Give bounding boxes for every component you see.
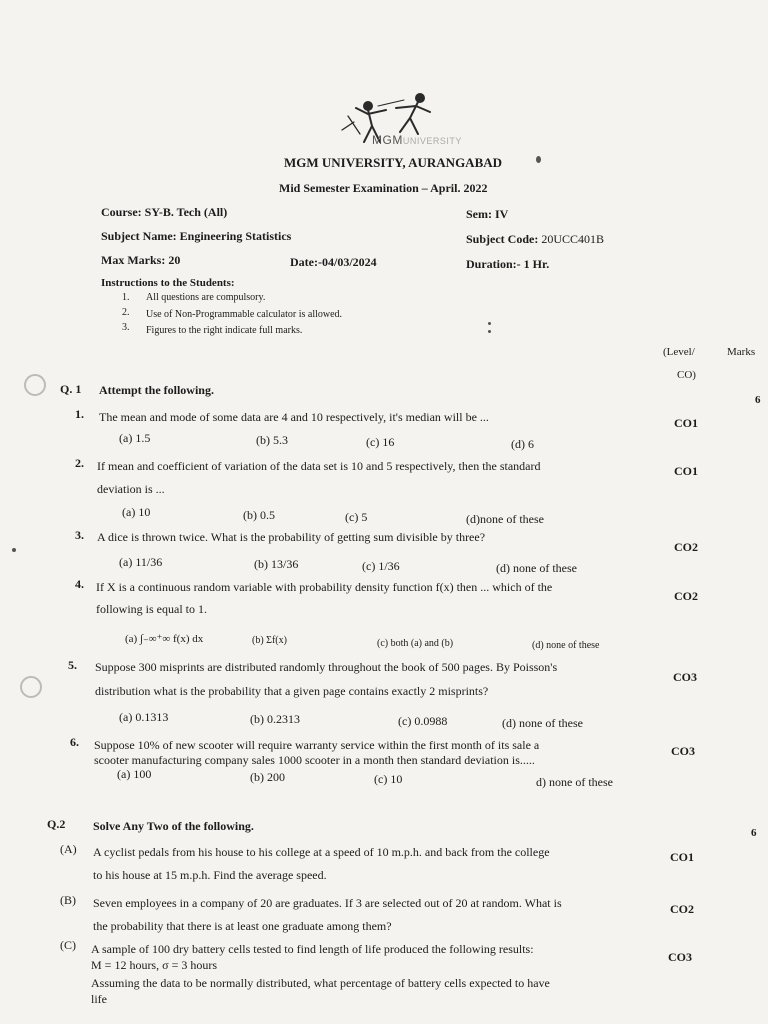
co-label: CO1 — [674, 464, 698, 478]
scan-mark — [536, 156, 541, 163]
co-label: CO3 — [668, 950, 692, 964]
option-b: (b) Σf(x) — [252, 635, 287, 646]
co-label: CO3 — [671, 744, 695, 758]
q1-title: Attempt the following. — [99, 383, 214, 397]
option-d: d) none of these — [536, 775, 613, 789]
question-text: Suppose 300 misprints are distributed randomly throughout the book of 500 pages. By Poisson's — [95, 660, 558, 674]
subquestion-label: (A) — [60, 842, 77, 856]
option-c: (c) 5 — [345, 510, 368, 524]
option-d: (d) 6 — [511, 437, 534, 451]
option-a: (a) 11/36 — [119, 555, 163, 569]
option-b: (b) 0.2313 — [250, 712, 300, 726]
option-c: (c) 0.0988 — [398, 714, 448, 728]
subquestion-text: A cyclist pedals from his house to his college at a speed of 10 m.p.h. and back from the college — [93, 845, 550, 859]
q2-title: Solve Any Two of the following. — [93, 819, 254, 833]
instruction-num: 1. — [122, 292, 130, 303]
logo-wordmark — [372, 133, 462, 147]
punch-hole — [24, 374, 46, 396]
logo-brand: MGM — [372, 133, 403, 147]
subquestion-text: Seven employees in a company of 20 are graduates. If 3 are selected out of 20 at random. What is — [93, 896, 562, 910]
subquestion-text-cont: Assuming the data to be normally distributed, what percentage of battery cells expected to have — [91, 976, 550, 990]
option-d: (d) none of these — [496, 561, 577, 575]
co-label: CO1 — [674, 416, 698, 430]
question-text: If mean and coefficient of variation of the data set is 10 and 5 respectively, then the standard — [97, 459, 541, 473]
co-label: CO2 — [670, 902, 694, 916]
level-co-header-cont: CO) — [677, 369, 696, 381]
option-a: (a) 100 — [117, 767, 152, 781]
question-text-cont: scooter manufacturing company sales 1000 scooter in a month then standard deviation is..... — [94, 753, 535, 767]
q2-marks: 6 — [751, 827, 757, 839]
option-a: (a) 10 — [122, 505, 151, 519]
instruction-num: 3. — [122, 322, 130, 333]
subquestion-text-cont: life — [91, 992, 107, 1006]
question-number: 5. — [68, 658, 77, 672]
marks-header: Marks — [727, 346, 756, 358]
question-text-cont: distribution what is the probability that a given page contains exactly 2 misprints? — [95, 684, 489, 698]
scan-mark — [12, 548, 16, 552]
subquestion-text: A sample of 100 dry battery cells tested to find length of life produced the following results: — [91, 942, 534, 956]
subject-code — [466, 232, 604, 247]
option-c: (c) both (a) and (b) — [377, 638, 454, 649]
co-label: CO2 — [674, 540, 698, 554]
option-d: (d) none of these — [502, 716, 583, 730]
option-a: (a) ∫₋∞⁺∞ f(x) dx — [125, 633, 204, 645]
option-c: (c) 10 — [374, 772, 403, 786]
option-d: (d)none of these — [466, 512, 544, 526]
exam-duration: Duration:- 1 Hr. — [466, 257, 550, 271]
question-number: 2. — [75, 456, 84, 470]
question-text: Suppose 10% of new scooter will require warranty service within the first month of its sale a — [94, 738, 540, 752]
option-a: (a) 1.5 — [119, 431, 151, 445]
scan-mark — [488, 322, 491, 325]
subject-code-label: Subject Code: — [466, 232, 539, 246]
q1-marks: 6 — [755, 394, 761, 406]
subquestion-label: (C) — [60, 938, 76, 952]
question-number: 4. — [75, 577, 84, 591]
question-text: If X is a continuous random variable with probability density function f(x) then ... which of the — [96, 580, 553, 594]
co-label: CO1 — [670, 850, 694, 864]
subquestion-text-cont: M = 12 hours, σ = 3 hours — [91, 958, 218, 972]
co-label: CO3 — [673, 670, 697, 684]
punch-hole — [20, 676, 42, 698]
instructions-title: Instructions to the Students: — [101, 277, 235, 289]
subject-code-value: 20UCC401B — [541, 232, 605, 246]
question-text-cont: deviation is ... — [97, 482, 165, 496]
instruction-text: Figures to the right indicate full marks. — [146, 325, 303, 336]
question-number: 1. — [75, 407, 84, 421]
scan-mark — [488, 330, 491, 333]
option-b: (b) 0.5 — [243, 508, 275, 522]
logo-suffix: UNIVERSITY — [402, 136, 462, 146]
q1-number: Q. 1 — [60, 382, 82, 396]
exam-title: Mid Semester Examination – April. 2022 — [279, 181, 488, 195]
option-b: (b) 200 — [250, 770, 285, 784]
subject-name: Subject Name: Engineering Statistics — [101, 229, 292, 243]
option-b: (b) 5.3 — [256, 433, 288, 447]
question-number: 6. — [70, 735, 79, 749]
course-label: Course: SY-B. Tech (All) — [101, 205, 228, 219]
option-d: (d) none of these — [532, 640, 600, 651]
option-c: (c) 1/36 — [362, 559, 400, 573]
max-marks: Max Marks: 20 — [101, 253, 181, 267]
question-number: 3. — [75, 528, 84, 542]
question-text: The mean and mode of some data are 4 and 10 respectively, it's median will be ... — [99, 410, 489, 424]
option-c: (c) 16 — [366, 435, 395, 449]
instruction-num: 2. — [122, 307, 130, 318]
exam-date: Date:-04/03/2024 — [290, 255, 377, 269]
instruction-text: Use of Non-Programmable calculator is allowed. — [146, 309, 343, 320]
question-text: A dice is thrown twice. What is the probability of getting sum divisible by three? — [97, 530, 486, 544]
subquestion-label: (B) — [60, 893, 76, 907]
semester-label: Sem: IV — [466, 207, 509, 221]
question-text-cont: following is equal to 1. — [96, 602, 207, 616]
q2-number: Q.2 — [47, 817, 66, 831]
co-label: CO2 — [674, 589, 698, 603]
subquestion-text-cont: to his house at 15 m.p.h. Find the average speed. — [93, 868, 327, 882]
subquestion-text-cont: the probability that there is at least one graduate among them? — [93, 919, 392, 933]
option-a: (a) 0.1313 — [119, 710, 169, 724]
option-b: (b) 13/36 — [254, 557, 299, 571]
university-title: MGM UNIVERSITY, AURANGABAD — [284, 155, 503, 170]
level-co-header: (Level/ — [663, 346, 695, 358]
instruction-text: All questions are compulsory. — [146, 292, 266, 303]
